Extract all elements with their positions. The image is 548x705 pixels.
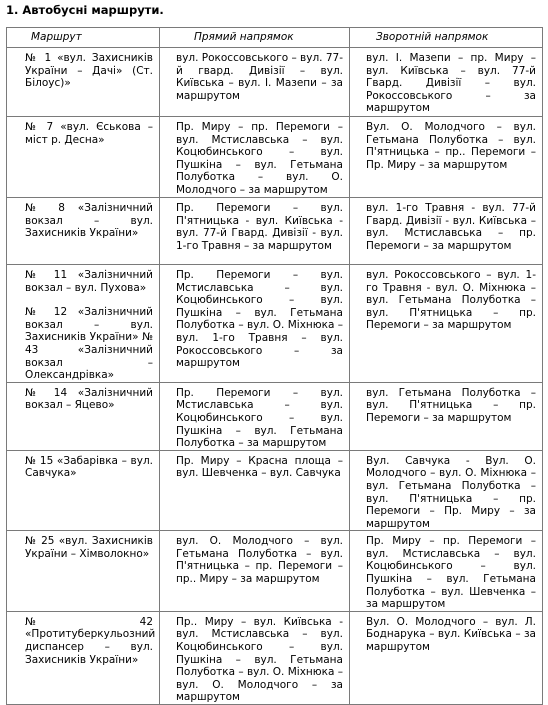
forward-direction: вул. О. Молодчого – вул. Гетьмана Полуботка – вул. П'ятницька – пр. Перемоги – пр.. Миру – за маршрутом [176, 535, 343, 586]
reverse-cell [350, 48, 543, 117]
reverse-direction: вул. Гетьмана Полуботка – вул. П'ятницька – пр. Перемоги – за маршрутом [366, 386, 536, 424]
reverse-cell [350, 198, 543, 265]
reverse-cell [350, 611, 543, 704]
route-name: № 25 «вул. Захисників України – Хімволокно» [25, 535, 153, 560]
reverse-cell [350, 265, 543, 383]
table-row [7, 450, 543, 531]
route-cell [7, 450, 160, 531]
table-row [7, 265, 543, 383]
routes-table [6, 27, 543, 705]
table-row [7, 198, 543, 265]
reverse-direction: вул. 1-го Травня - вул. 77-й Гвард. Дивізії - вул. Київська – вул. Мстиславська – пр. Перемоги – за маршрутом [366, 202, 536, 252]
forward-cell [160, 48, 350, 117]
reverse-direction: вул. Рокоссовського – вул. 1-го Травня - вул. О. Міхнюка – вул. Гетьмана Полуботка – вул. П'ятницька – пр. Перемоги – за маршрутом [366, 269, 536, 332]
route-cell [7, 382, 160, 450]
reverse-direction: Вул. О. Молодчого – вул. Гетьмана Полуботка – вул. П'ятницька – пр.. Перемоги – Пр. Миру – за маршрутом [366, 121, 536, 171]
table-row [7, 531, 543, 612]
route-name: № 1 «вул. Захисників України – Дачі» (Ст. Білоус)» [25, 52, 153, 90]
route-name: № 11 «Залізничний вокзал – вул. Пухова» [25, 269, 153, 294]
column-header-reverse: Зворотній напрямок [350, 28, 543, 48]
forward-cell [160, 117, 350, 198]
route-cell [7, 611, 160, 704]
reverse-direction: вул. І. Мазепи – пр. Миру – вул. Київська – вул. 77-й Гвард. Дивізії – вул. Рокоссовського – за маршрутом [366, 52, 536, 115]
forward-direction: Пр. Перемоги – вул. П'ятницька - вул. Київська - вул. 77-й Гвард. Дивізії - вул. 1-го Травня – за маршрутом [176, 202, 343, 252]
route-name: № 15 «Забарівка – вул. Савчука» [25, 454, 153, 480]
route-cell [7, 198, 160, 265]
forward-direction: вул. Рокоссовського – вул. 77-й гвард. Дивізії – вул. Київська – вул. І. Мазепи – за маршрутом [176, 52, 344, 102]
table-row [7, 611, 543, 704]
page-title: 1. Автобусні маршрути. [6, 3, 164, 17]
table-header-row [7, 28, 543, 48]
reverse-cell [350, 531, 543, 612]
route-name: № 42 «Протитуберкульозний диспансер – вул. Захисників України» [25, 615, 156, 666]
forward-cell [160, 450, 350, 531]
reverse-direction: Вул. Савчука - Вул. О. Молодчого – вул. О. Міхнюка – вул. Гетьмана Полуботка – вул. П'ятницька – пр. Перемоги – Пр. Миру – за маршрутом [366, 454, 536, 530]
table-row [7, 382, 543, 450]
route-name: № 8 «Залізничний вокзал – вул. Захисників України» [25, 202, 153, 240]
forward-cell [160, 611, 350, 704]
route-name: № 12 «Залізничний вокзал – вул. Захисників України» № 43 «Залізничний вокзал – Олександрівка» [25, 306, 153, 382]
column-header-route: Маршрут [7, 28, 160, 48]
column-header-forward: Прямий напрямок [160, 28, 350, 48]
forward-cell [160, 382, 350, 450]
forward-direction: Пр.. Миру – вул. Київська - вул. Мстиславська – вул. Коцюбинського – вул. Пушкіна – вул. Гетьмана Полуботка – вул. О. Міхнюка – вул. О. Молодчого – за маршрутом [176, 615, 343, 704]
reverse-cell [350, 382, 543, 450]
reverse-cell [350, 450, 543, 531]
reverse-direction: Пр. Миру – пр. Перемоги – вул. Мстиславська – вул. Коцюбинського – вул. Пушкіна – вул. Гетьмана Полуботка – вул. Шевченка – за маршрутом [366, 535, 536, 611]
forward-cell [160, 198, 350, 265]
table-row [7, 117, 543, 198]
route-cell [7, 265, 160, 383]
forward-direction: Пр. Перемоги – вул. Мстиславська – вул. Коцюбинського – вул. Пушкіна – вул. Гетьмана Полуботка – вул. О. Міхнюка – вул. 1-го Травня – вул. Рокоссовського – за маршрутом [176, 269, 343, 370]
route-name: № 14 «Залізничний вокзал – Яцево» [25, 386, 153, 412]
route-cell [7, 117, 160, 198]
forward-direction: Пр. Миру – Красна площа – вул. Шевченка – вул. Савчука [176, 454, 343, 480]
reverse-direction: Вул. О. Молодчого – вул. Л. Боднарука – вул. Київська – за маршрутом [366, 615, 536, 654]
forward-cell [160, 531, 350, 612]
forward-direction: Пр. Перемоги – вул. Мстиславська – вул. Коцюбинського – вул. Пушкіна – вул. Гетьмана Полуботка – за маршрутом [176, 386, 343, 450]
reverse-cell [350, 117, 543, 198]
forward-direction: Пр. Миру – пр. Перемоги – вул. Мстиславська – вул. Коцюбинського – вул. Пушкіна – вул. Гетьмана Полуботка – вул. О. Молодчого – за маршрутом [176, 121, 343, 196]
table-row [7, 48, 543, 117]
forward-cell [160, 265, 350, 383]
route-cell [7, 531, 160, 612]
route-cell [7, 48, 160, 117]
route-name: № 7 «вул. Єськова – міст р. Десна» [25, 121, 153, 146]
